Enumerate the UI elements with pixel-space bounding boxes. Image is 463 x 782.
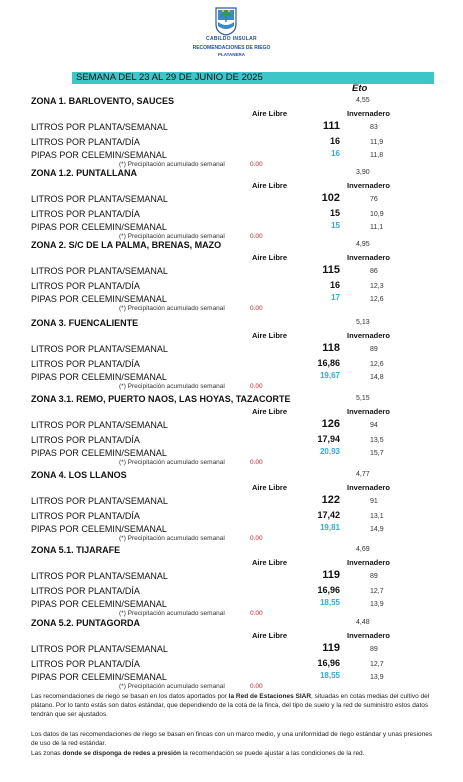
label-semanal: LITROS POR PLANTA/SEMANAL: [31, 266, 168, 276]
aire-libre-header: Aire Libre: [252, 109, 288, 118]
label-dia: LITROS POR PLANTA/DÍA: [31, 209, 140, 219]
aire-libre-header: Aire Libre: [252, 181, 288, 190]
eto-header: Eto: [352, 83, 368, 94]
value-pipas: 16: [331, 149, 340, 158]
invernadero-header: Invernadero: [347, 181, 390, 190]
inv-dia: 10,9: [370, 211, 384, 218]
footer-note-1: Las recomendaciones de riego se basan en los datos aportados por la Red de Estaciones SIAR, situadas en cotas medias del cultivo del plátano. Por lo tanto estás son datos estándar, que dependiendo de la cota de la finca, del tipo de suelo y la red de suministro estos datos tendrán que ser ajustados.: [31, 693, 430, 718]
inv-dia: 12,7: [370, 588, 384, 595]
value-semanal: 126: [321, 418, 340, 430]
inv-semanal: 89: [370, 573, 378, 580]
precip-label: (*) Precipitación acumulado semanal: [119, 161, 225, 168]
value-dia: 17,42: [317, 510, 340, 520]
value-dia: 15: [329, 208, 340, 218]
footer-note-2: Los datos de las recomendaciones de riego se basan en fincas con un marco medio, y una uniformidad de riego estándar y unas presiones de uso de la red estándar.: [31, 731, 433, 747]
document-title: RECOMENDACIONES DE RIEGO: [192, 45, 271, 51]
inv-pipas: 12,6: [370, 296, 384, 303]
invernadero-header: Invernadero: [347, 631, 390, 640]
inv-semanal: 89: [370, 646, 378, 653]
label-pipas: PIPAS POR CELEMIN/SEMANAL: [31, 524, 167, 534]
value-pipas: 18,55: [319, 598, 340, 607]
value-dia: 16: [329, 280, 340, 290]
eto-value: 5,15: [356, 395, 370, 402]
inv-pipas: 14,9: [370, 526, 384, 533]
label-semanal: LITROS POR PLANTA/SEMANAL: [31, 194, 168, 204]
inv-dia: 12,3: [370, 283, 384, 290]
inv-semanal: 91: [370, 498, 378, 505]
precip-value: 0.00: [250, 610, 263, 617]
label-pipas: PIPAS POR CELEMIN/SEMANAL: [31, 448, 167, 458]
zone-title: ZONA 1.2. PUNTALLANA: [31, 168, 138, 178]
invernadero-header: Invernadero: [347, 407, 390, 416]
value-dia: 16,96: [317, 585, 340, 595]
inv-dia: 12,7: [370, 661, 384, 668]
invernadero-header: Invernadero: [347, 331, 390, 340]
aire-libre-header: Aire Libre: [252, 253, 288, 262]
inv-pipas: 14,8: [370, 374, 384, 381]
eto-value: 3,90: [356, 169, 370, 176]
aire-libre-header: Aire Libre: [252, 331, 288, 340]
label-pipas: PIPAS POR CELEMIN/SEMANAL: [31, 150, 167, 160]
inv-dia: 12,6: [370, 361, 384, 368]
value-pipas: 18,55: [319, 671, 340, 680]
inv-semanal: 86: [370, 268, 378, 275]
precip-value: 0.00: [250, 383, 263, 390]
label-semanal: LITROS POR PLANTA/SEMANAL: [31, 420, 168, 430]
cabildo-logo: [212, 6, 240, 36]
precip-label: (*) Precipitación acumulado semanal: [119, 233, 225, 240]
label-semanal: LITROS POR PLANTA/SEMANAL: [31, 571, 168, 581]
inv-dia: 11,9: [370, 139, 384, 146]
label-semanal: LITROS POR PLANTA/SEMANAL: [31, 496, 168, 506]
precip-label: (*) Precipitación acumulado semanal: [119, 459, 225, 466]
inv-dia: 13,1: [370, 513, 384, 520]
inv-pipas: 13,9: [370, 674, 384, 681]
zone-title: ZONA 1. BARLOVENTO, SAUCES: [31, 96, 175, 106]
precip-label: (*) Precipitación acumulado semanal: [119, 305, 225, 312]
eto-value: 5,13: [356, 319, 370, 326]
label-dia: LITROS POR PLANTA/DÍA: [31, 586, 140, 596]
value-semanal: 118: [322, 342, 340, 354]
label-semanal: LITROS POR PLANTA/SEMANAL: [31, 122, 168, 132]
value-pipas: 15: [331, 221, 340, 230]
label-dia: LITROS POR PLANTA/DÍA: [31, 281, 140, 291]
eto-value: 4,48: [356, 619, 370, 626]
logo-org-text: CABILDO INSULAR: [206, 36, 257, 42]
value-semanal: 115: [322, 264, 340, 276]
zone-title: ZONA 5.2. PUNTAGORDA: [31, 618, 141, 628]
inv-semanal: 83: [370, 124, 378, 131]
value-pipas: 17: [331, 293, 340, 302]
label-pipas: PIPAS POR CELEMIN/SEMANAL: [31, 599, 167, 609]
label-pipas: PIPAS POR CELEMIN/SEMANAL: [31, 372, 167, 382]
value-pipas: 19,81: [319, 523, 340, 532]
aire-libre-header: Aire Libre: [252, 558, 288, 567]
precip-label: (*) Precipitación acumulado semanal: [119, 683, 225, 690]
eto-value: 4,95: [356, 241, 370, 248]
eto-value: 4,69: [356, 546, 370, 553]
zone-title: ZONA 3. FUENCALIENTE: [31, 318, 139, 328]
precip-label: (*) Precipitación acumulado semanal: [119, 535, 225, 542]
value-pipas: 20,93: [319, 447, 340, 456]
inv-pipas: 11,1: [370, 224, 384, 231]
inv-pipas: 15,7: [370, 450, 384, 457]
value-semanal: 119: [322, 642, 340, 654]
label-semanal: LITROS POR PLANTA/SEMANAL: [31, 344, 168, 354]
eto-value: 4,77: [356, 471, 370, 478]
value-semanal: 102: [321, 192, 340, 204]
inv-pipas: 13,9: [370, 601, 384, 608]
value-dia: 16,96: [317, 658, 340, 668]
label-dia: LITROS POR PLANTA/DÍA: [31, 511, 140, 521]
precip-label: (*) Precipitación acumulado semanal: [119, 383, 225, 390]
week-label: SEMANA DEL 23 AL 29 DE JUNIO DE 2025: [76, 72, 263, 83]
precip-value: 0.00: [250, 683, 263, 690]
invernadero-header: Invernadero: [347, 483, 390, 492]
invernadero-header: Invernadero: [347, 558, 390, 567]
footer-note-3: Las zonas donde se disponga de redes a presión la recomendación se puede ajustar a las condiciones de la red.: [31, 750, 365, 757]
inv-semanal: 76: [370, 196, 378, 203]
inv-semanal: 89: [370, 346, 378, 353]
precip-value: 0.00: [250, 233, 263, 240]
value-dia: 16: [329, 136, 340, 146]
value-semanal: 122: [321, 494, 340, 506]
label-pipas: PIPAS POR CELEMIN/SEMANAL: [31, 294, 167, 304]
zone-title: ZONA 2. S/C DE LA PALMA, BRENAS, MAZO: [31, 240, 222, 250]
inv-pipas: 11,8: [370, 152, 384, 159]
precip-value: 0.00: [250, 161, 263, 168]
precip-value: 0.00: [250, 305, 263, 312]
value-semanal: 119: [322, 569, 340, 581]
zone-title: ZONA 5.1. TIJARAFE: [31, 545, 121, 555]
label-dia: LITROS POR PLANTA/DÍA: [31, 359, 140, 369]
zone-title: ZONA 3.1. REMO, PUERTO NAOS, LAS HOYAS, TAZACORTE: [31, 394, 291, 404]
label-pipas: PIPAS POR CELEMIN/SEMANAL: [31, 672, 167, 682]
value-dia: 16,86: [317, 358, 340, 368]
precip-value: 0.00: [250, 459, 263, 466]
precip-label: (*) Precipitación acumulado semanal: [119, 610, 225, 617]
label-semanal: LITROS POR PLANTA/SEMANAL: [31, 644, 168, 654]
zone-title: ZONA 4. LOS LLANOS: [31, 470, 127, 480]
aire-libre-header: Aire Libre: [252, 483, 288, 492]
invernadero-header: Invernadero: [347, 253, 390, 262]
eto-value: 4,55: [356, 97, 370, 104]
value-dia: 17,94: [317, 434, 340, 444]
label-dia: LITROS POR PLANTA/DÍA: [31, 137, 140, 147]
label-dia: LITROS POR PLANTA/DÍA: [31, 435, 140, 445]
label-pipas: PIPAS POR CELEMIN/SEMANAL: [31, 222, 167, 232]
precip-value: 0.00: [250, 535, 263, 542]
invernadero-header: Invernadero: [347, 109, 390, 118]
label-dia: LITROS POR PLANTA/DÍA: [31, 659, 140, 669]
inv-dia: 13,5: [370, 437, 384, 444]
aire-libre-header: Aire Libre: [252, 407, 288, 416]
inv-semanal: 94: [370, 422, 378, 429]
value-semanal: 111: [322, 120, 340, 132]
aire-libre-header: Aire Libre: [252, 631, 288, 640]
document-subtitle: PLATANERA: [217, 52, 246, 57]
value-pipas: 19,67: [319, 371, 340, 380]
